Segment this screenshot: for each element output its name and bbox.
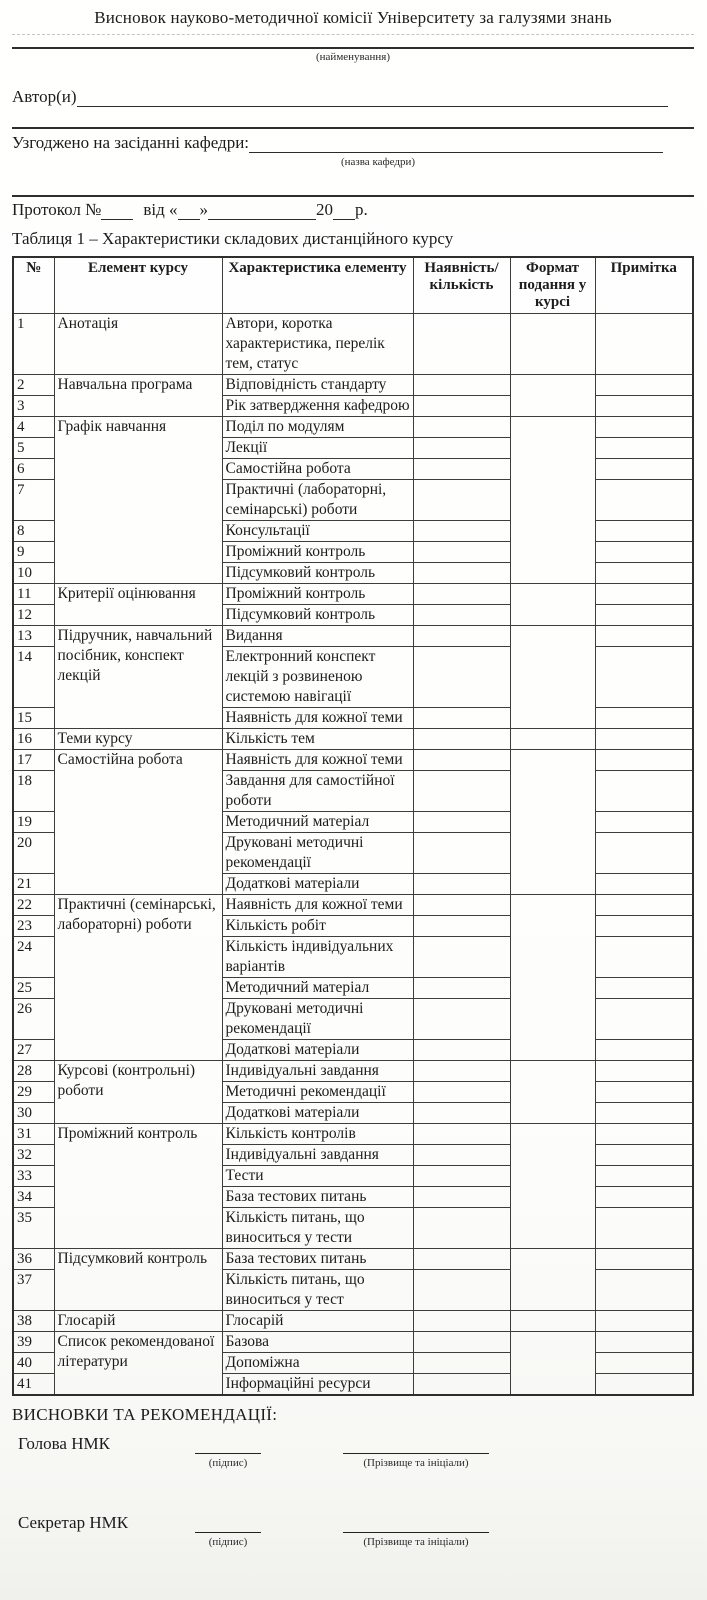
agreed-label: Узгоджено на засіданні кафедри: (12, 133, 250, 152)
note-cell (595, 1311, 693, 1332)
format-cell (510, 750, 595, 895)
note-cell (595, 375, 693, 396)
note-cell (595, 750, 693, 771)
presence-cell (413, 314, 510, 375)
characteristic-cell: Підсумковий контроль (222, 563, 413, 584)
presence-cell (413, 1145, 510, 1166)
characteristic-cell: Самостійна робота (222, 459, 413, 480)
row-number-cell: 19 (13, 812, 54, 833)
presence-cell (413, 563, 510, 584)
presence-cell (413, 1332, 510, 1353)
characteristic-cell: Практичні (лабораторні, семінарські) роботи (222, 480, 413, 521)
row-number-cell: 16 (13, 729, 54, 750)
protocol-year-prefix: 20 (316, 200, 334, 219)
presence-cell (413, 1040, 510, 1061)
author-row (12, 87, 694, 107)
characteristic-cell: Кількість контролів (222, 1124, 413, 1145)
header-note: Примітка (595, 257, 693, 314)
name-line (343, 1435, 489, 1454)
scan-artifact-line (12, 34, 694, 35)
presence-cell (413, 937, 510, 978)
characteristic-cell: Кількість питань, що виноситься у тести (222, 1208, 413, 1249)
characteristic-cell: База тестових питань (222, 1249, 413, 1270)
row-number-cell: 21 (13, 874, 54, 895)
note-cell (595, 438, 693, 459)
presence-cell (413, 1166, 510, 1187)
note-cell (595, 480, 693, 521)
header-number: № (13, 257, 54, 314)
protocol-month-blank (208, 200, 316, 220)
row-number-cell: 5 (13, 438, 54, 459)
presence-cell (413, 396, 510, 417)
row-number-cell: 12 (13, 605, 54, 626)
characteristic-cell: Тести (222, 1166, 413, 1187)
note-cell (595, 1249, 693, 1270)
author-extra-blank-line (12, 127, 694, 129)
row-number-cell: 3 (13, 396, 54, 417)
characteristic-cell: Електронний конспект лекцій з розвиненою системою навігації (222, 647, 413, 708)
protocol-label: Протокол № (12, 200, 102, 219)
note-cell (595, 729, 693, 750)
note-cell (595, 647, 693, 708)
table-row (13, 375, 693, 396)
presence-cell (413, 1249, 510, 1270)
element-cell: Глосарій (54, 1311, 222, 1332)
note-cell (595, 708, 693, 729)
row-number-cell: 10 (13, 563, 54, 584)
presence-cell (413, 750, 510, 771)
note-cell (595, 563, 693, 584)
protocol-number-blank (101, 200, 133, 220)
table-row (13, 1249, 693, 1270)
row-number-cell: 9 (13, 542, 54, 563)
signer-role: Голова НМК (18, 1434, 110, 1453)
characteristic-cell: База тестових питань (222, 1187, 413, 1208)
format-cell (510, 1061, 595, 1124)
note-cell (595, 1332, 693, 1353)
protocol-row (12, 200, 694, 220)
characteristic-cell: Автори, коротка характеристика, перелік тем, статус (222, 314, 413, 375)
signature-line (195, 1435, 261, 1454)
characteristic-cell: Проміжний контроль (222, 584, 413, 605)
note-cell (595, 937, 693, 978)
signature-block-head (12, 1434, 694, 1469)
characteristic-cell: Методичний матеріал (222, 812, 413, 833)
protocol-quote-close: » (199, 200, 209, 219)
document-title: Висновок науково-методичної комісії Університету за галузями знань (94, 8, 612, 27)
agreed-row (12, 133, 694, 153)
row-number-cell: 26 (13, 999, 54, 1040)
sign-caption: (підпис) (208, 1536, 248, 1548)
presence-cell (413, 916, 510, 937)
table-row (13, 626, 693, 647)
row-number-cell: 41 (13, 1374, 54, 1396)
header-presence: Наявність/ кількість (413, 257, 510, 314)
characteristic-cell: Лекції (222, 438, 413, 459)
row-number-cell: 39 (13, 1332, 54, 1353)
note-cell (595, 1082, 693, 1103)
format-cell (510, 729, 595, 750)
header-format: Формат подання у курсі (510, 257, 595, 314)
table-row (13, 1311, 693, 1332)
protocol-day-blank (178, 200, 200, 220)
note-cell (595, 396, 693, 417)
row-number-cell: 4 (13, 417, 54, 438)
presence-cell (413, 1103, 510, 1124)
format-cell (510, 1332, 595, 1396)
table-row (13, 895, 693, 916)
table-row (13, 314, 693, 375)
characteristic-cell: Підсумковий контроль (222, 605, 413, 626)
note-cell (595, 605, 693, 626)
row-number-cell: 1 (13, 314, 54, 375)
note-cell (595, 1166, 693, 1187)
row-number-cell: 40 (13, 1353, 54, 1374)
note-cell (595, 584, 693, 605)
note-cell (595, 874, 693, 895)
presence-cell (413, 417, 510, 438)
characteristic-cell: Друковані методичні рекомендації (222, 833, 413, 874)
row-number-cell: 8 (13, 521, 54, 542)
presence-cell (413, 895, 510, 916)
fullname-caption: (Прізвище та ініціали) (363, 1536, 469, 1548)
format-cell (510, 895, 595, 1061)
row-number-cell: 36 (13, 1249, 54, 1270)
presence-cell (413, 542, 510, 563)
presence-cell (413, 605, 510, 626)
note-cell (595, 1040, 693, 1061)
presence-cell (413, 375, 510, 396)
note-cell (595, 314, 693, 375)
note-cell (595, 542, 693, 563)
characteristic-cell: Глосарій (222, 1311, 413, 1332)
presence-cell (413, 438, 510, 459)
department-blank (249, 133, 663, 153)
presence-cell (413, 1082, 510, 1103)
element-cell: Проміжний контроль (54, 1124, 222, 1249)
presence-cell (413, 1061, 510, 1082)
format-cell (510, 314, 595, 375)
table-caption: Таблиця 1 – Характеристики складових дистанційного курсу (12, 229, 454, 248)
characteristic-cell: Індивідуальні завдання (222, 1145, 413, 1166)
row-number-cell: 38 (13, 1311, 54, 1332)
characteristic-cell: Відповідність стандарту (222, 375, 413, 396)
header-element: Елемент курсу (54, 257, 222, 314)
table-row (13, 729, 693, 750)
characteristic-cell: Наявність для кожної теми (222, 708, 413, 729)
characteristic-cell: Допоміжна (222, 1353, 413, 1374)
note-cell (595, 1103, 693, 1124)
characteristic-cell: Поділ по модулям (222, 417, 413, 438)
note-cell (595, 1145, 693, 1166)
conclusions-heading: ВИСНОВКИ ТА РЕКОМЕНДАЦІЇ: (12, 1405, 278, 1424)
table-row (13, 750, 693, 771)
presence-cell (413, 771, 510, 812)
element-cell: Критерії оцінювання (54, 584, 222, 626)
note-cell (595, 521, 693, 542)
format-cell (510, 584, 595, 626)
characteristic-cell: Завдання для самостійної роботи (222, 771, 413, 812)
characteristic-cell: Методичний матеріал (222, 978, 413, 999)
presence-cell (413, 978, 510, 999)
characteristic-cell: Кількість індивідуальних варіантів (222, 937, 413, 978)
characteristic-cell: Індивідуальні завдання (222, 1061, 413, 1082)
characteristic-cell: Проміжний контроль (222, 542, 413, 563)
protocol-from-label: від « (143, 200, 178, 219)
row-number-cell: 6 (13, 459, 54, 480)
note-cell (595, 1187, 693, 1208)
element-cell: Практичні (семінарські, лабораторні) роботи (54, 895, 222, 1061)
row-number-cell: 20 (13, 833, 54, 874)
note-cell (595, 999, 693, 1040)
presence-cell (413, 1208, 510, 1249)
row-number-cell: 24 (13, 937, 54, 978)
row-number-cell: 25 (13, 978, 54, 999)
header-characteristic: Характеристика елементу (222, 257, 413, 314)
presence-cell (413, 1187, 510, 1208)
characteristic-cell: Кількість питань, що виноситься у тест (222, 1270, 413, 1311)
department-caption: (назва кафедри) (340, 156, 416, 168)
presence-cell (413, 626, 510, 647)
presence-cell (413, 874, 510, 895)
presence-cell (413, 1353, 510, 1374)
characteristic-cell: Інформаційні ресурси (222, 1374, 413, 1396)
name-blank-line (12, 47, 694, 49)
note-cell (595, 978, 693, 999)
note-cell (595, 459, 693, 480)
note-cell (595, 1124, 693, 1145)
element-cell: Графік навчання (54, 417, 222, 584)
signature-block-secretary (12, 1513, 694, 1548)
name-caption: (найменування) (316, 51, 390, 63)
presence-cell (413, 480, 510, 521)
presence-cell (413, 584, 510, 605)
row-number-cell: 18 (13, 771, 54, 812)
row-number-cell: 14 (13, 647, 54, 708)
note-cell (595, 1374, 693, 1396)
author-blank (77, 87, 668, 107)
characteristic-cell: Базова (222, 1332, 413, 1353)
presence-cell (413, 999, 510, 1040)
row-number-cell: 35 (13, 1208, 54, 1249)
author-label: Автор(и) (12, 87, 77, 106)
element-cell: Самостійна робота (54, 750, 222, 895)
element-cell: Підручник, навчальний посібник, конспект лекцій (54, 626, 222, 729)
row-number-cell: 32 (13, 1145, 54, 1166)
protocol-top-line (12, 195, 694, 197)
element-cell: Навчальна програма (54, 375, 222, 417)
row-number-cell: 17 (13, 750, 54, 771)
table-row (13, 1124, 693, 1145)
characteristic-cell: Наявність для кожної теми (222, 895, 413, 916)
characteristic-cell: Методичні рекомендації (222, 1082, 413, 1103)
presence-cell (413, 459, 510, 480)
format-cell (510, 1249, 595, 1311)
element-cell: Анотація (54, 314, 222, 375)
note-cell (595, 1061, 693, 1082)
note-cell (595, 1353, 693, 1374)
signature-line (195, 1514, 261, 1533)
row-number-cell: 22 (13, 895, 54, 916)
presence-cell (413, 647, 510, 708)
characteristic-cell: Кількість робіт (222, 916, 413, 937)
signer-role: Секретар НМК (18, 1513, 129, 1532)
note-cell (595, 916, 693, 937)
name-line (343, 1514, 489, 1533)
element-cell: Теми курсу (54, 729, 222, 750)
row-number-cell: 2 (13, 375, 54, 396)
row-number-cell: 34 (13, 1187, 54, 1208)
format-cell (510, 1311, 595, 1332)
presence-cell (413, 729, 510, 750)
course-characteristics-table (12, 256, 694, 1396)
row-number-cell: 31 (13, 1124, 54, 1145)
row-number-cell: 15 (13, 708, 54, 729)
presence-cell (413, 708, 510, 729)
protocol-year-suffix: р. (355, 200, 368, 219)
note-cell (595, 1270, 693, 1311)
table-row (13, 417, 693, 438)
characteristic-cell: Рік затвердження кафедрою (222, 396, 413, 417)
characteristic-cell: Друковані методичні рекомендації (222, 999, 413, 1040)
row-number-cell: 7 (13, 480, 54, 521)
note-cell (595, 417, 693, 438)
presence-cell (413, 1124, 510, 1145)
note-cell (595, 771, 693, 812)
row-number-cell: 27 (13, 1040, 54, 1061)
note-cell (595, 626, 693, 647)
format-cell (510, 626, 595, 729)
note-cell (595, 812, 693, 833)
element-cell: Курсові (контрольні) роботи (54, 1061, 222, 1124)
element-cell: Список рекомендованої літератури (54, 1332, 222, 1396)
format-cell (510, 1124, 595, 1249)
sign-caption: (підпис) (208, 1457, 248, 1469)
table-row (13, 1061, 693, 1082)
format-cell (510, 375, 595, 417)
characteristic-cell: Наявність для кожної теми (222, 750, 413, 771)
protocol-year-blank (333, 200, 355, 220)
note-cell (595, 1208, 693, 1249)
presence-cell (413, 521, 510, 542)
fullname-caption: (Прізвище та ініціали) (363, 1457, 469, 1469)
row-number-cell: 11 (13, 584, 54, 605)
row-number-cell: 13 (13, 626, 54, 647)
presence-cell (413, 1311, 510, 1332)
note-cell (595, 833, 693, 874)
presence-cell (413, 1270, 510, 1311)
characteristic-cell: Кількість тем (222, 729, 413, 750)
presence-cell (413, 812, 510, 833)
characteristic-cell: Консультації (222, 521, 413, 542)
characteristic-cell: Видання (222, 626, 413, 647)
row-number-cell: 28 (13, 1061, 54, 1082)
presence-cell (413, 1374, 510, 1396)
table-row (13, 1332, 693, 1353)
row-number-cell: 29 (13, 1082, 54, 1103)
table-header-row (13, 257, 693, 314)
row-number-cell: 33 (13, 1166, 54, 1187)
row-number-cell: 23 (13, 916, 54, 937)
note-cell (595, 895, 693, 916)
characteristic-cell: Додаткові матеріали (222, 874, 413, 895)
characteristic-cell: Додаткові матеріали (222, 1040, 413, 1061)
presence-cell (413, 833, 510, 874)
row-number-cell: 37 (13, 1270, 54, 1311)
characteristic-cell: Додаткові матеріали (222, 1103, 413, 1124)
format-cell (510, 417, 595, 584)
row-number-cell: 30 (13, 1103, 54, 1124)
table-row (13, 584, 693, 605)
element-cell: Підсумковий контроль (54, 1249, 222, 1311)
